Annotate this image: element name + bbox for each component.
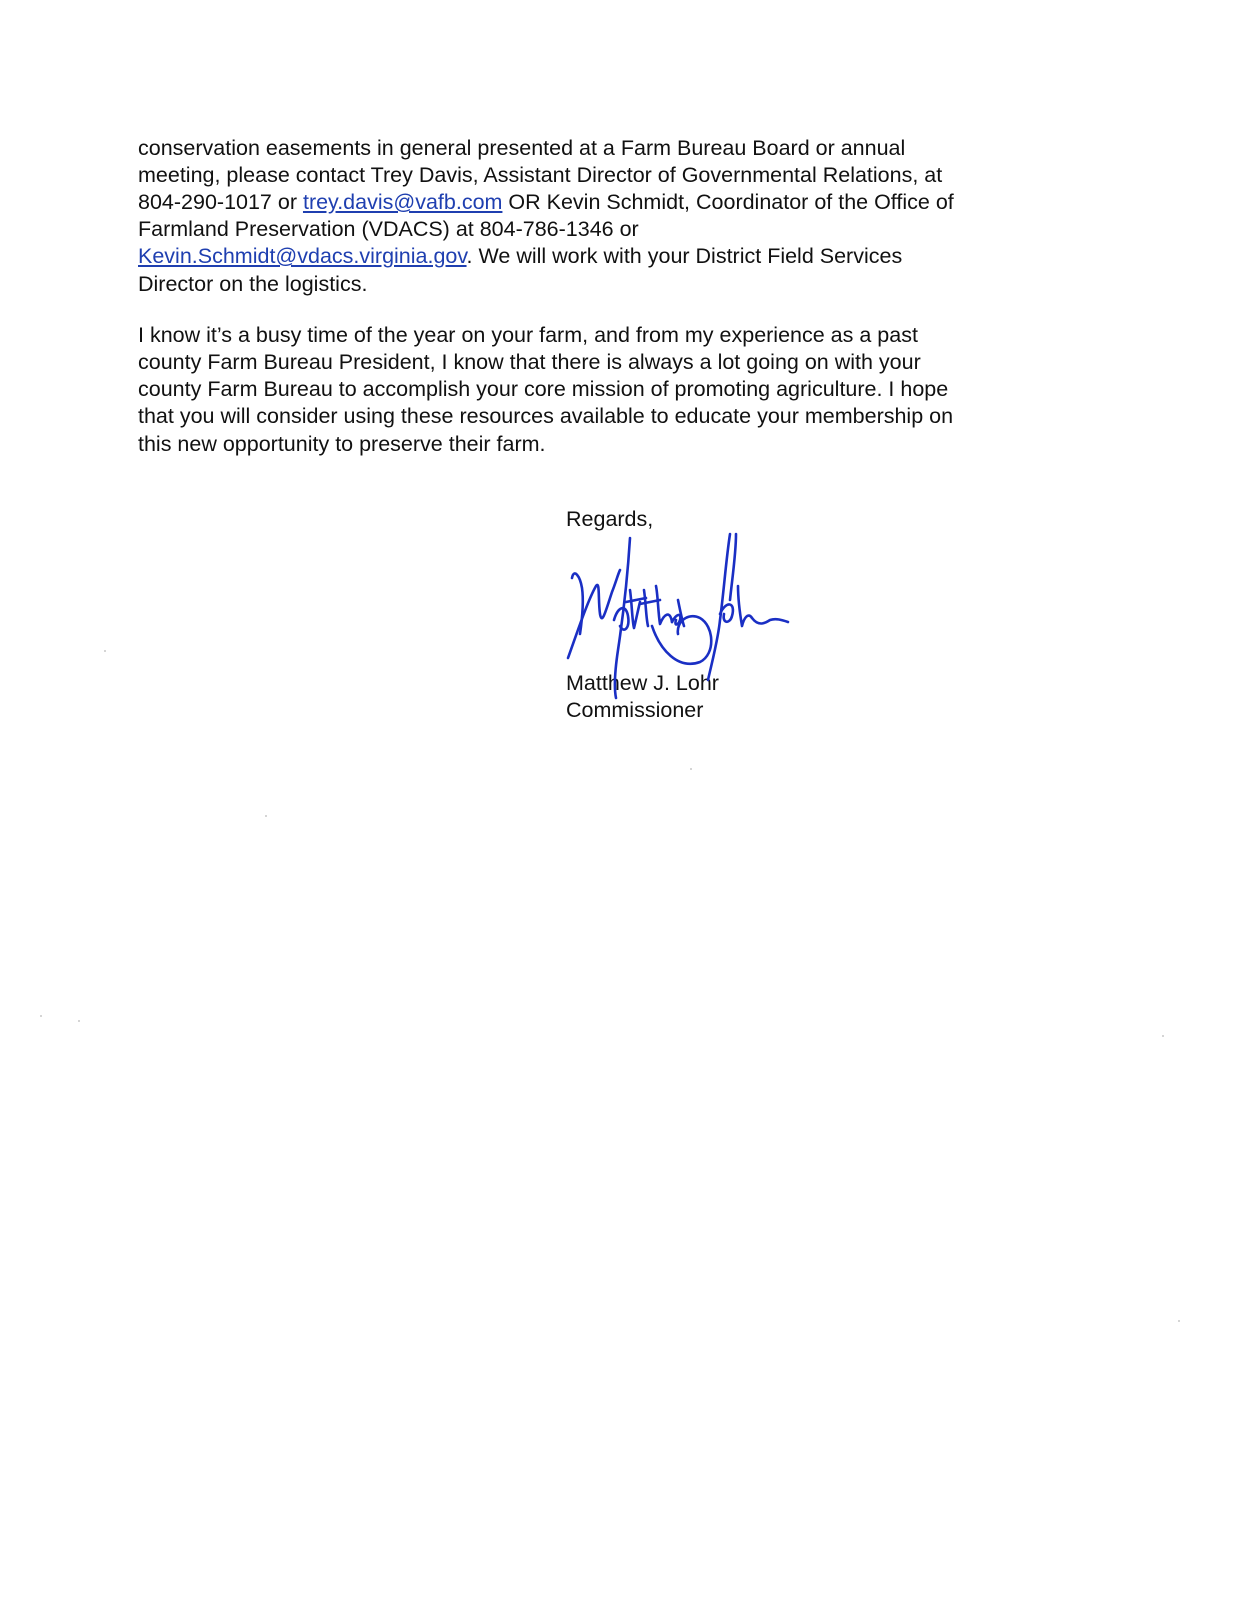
paragraph1-line3-suffix: OR Kevin Schmidt, Coordinator of the Office of xyxy=(502,190,954,214)
paragraph2-line2: county Farm Bureau President, I know that there is always a lot going on with your xyxy=(138,350,921,374)
paragraph1-line1: conservation easements in general presented at a Farm Bureau Board or annual xyxy=(138,136,906,160)
scan-speck xyxy=(690,768,692,770)
signer-name: Matthew J. Lohr xyxy=(566,671,719,695)
paragraph1-line5 xyxy=(138,243,902,270)
trey-davis-email-link[interactable]: trey.davis@vafb.com xyxy=(302,190,503,214)
paragraph1-line3 xyxy=(138,189,954,216)
scan-speck xyxy=(1178,1320,1180,1322)
scan-speck xyxy=(104,650,106,652)
paragraph2-line5: this new opportunity to preserve their farm. xyxy=(138,432,546,456)
signer-title: Commissioner xyxy=(566,698,704,722)
handwritten-signature xyxy=(560,530,795,700)
paragraph2-line4: that you will consider using these resources available to educate your membership on xyxy=(138,404,954,428)
closing-salutation: Regards, xyxy=(566,507,654,531)
paragraph1-line3-prefix: 804-290-1017 or xyxy=(138,190,303,214)
paragraph1-line4: Farmland Preservation (VDACS) at 804-786-1346 or xyxy=(138,217,639,241)
scan-speck xyxy=(40,1015,42,1017)
paragraph1-line5-suffix: . We will work with your District Field Services xyxy=(466,244,903,268)
paragraph2-line3: county Farm Bureau to accomplish your core mission of promoting agriculture. I hope xyxy=(138,377,949,401)
paragraph1-line6: Director on the logistics. xyxy=(138,272,368,296)
scan-speck xyxy=(1162,1035,1164,1037)
scan-speck xyxy=(78,1020,80,1022)
paragraph1-line2: meeting, please contact Trey Davis, Assistant Director of Governmental Relations, at xyxy=(138,163,943,187)
paragraph2-line1: I know it’s a busy time of the year on your farm, and from my experience as a past xyxy=(138,323,918,347)
scan-speck xyxy=(265,815,267,817)
kevin-schmidt-email-link[interactable]: Kevin.Schmidt@vdacs.virginia.gov xyxy=(138,244,467,268)
